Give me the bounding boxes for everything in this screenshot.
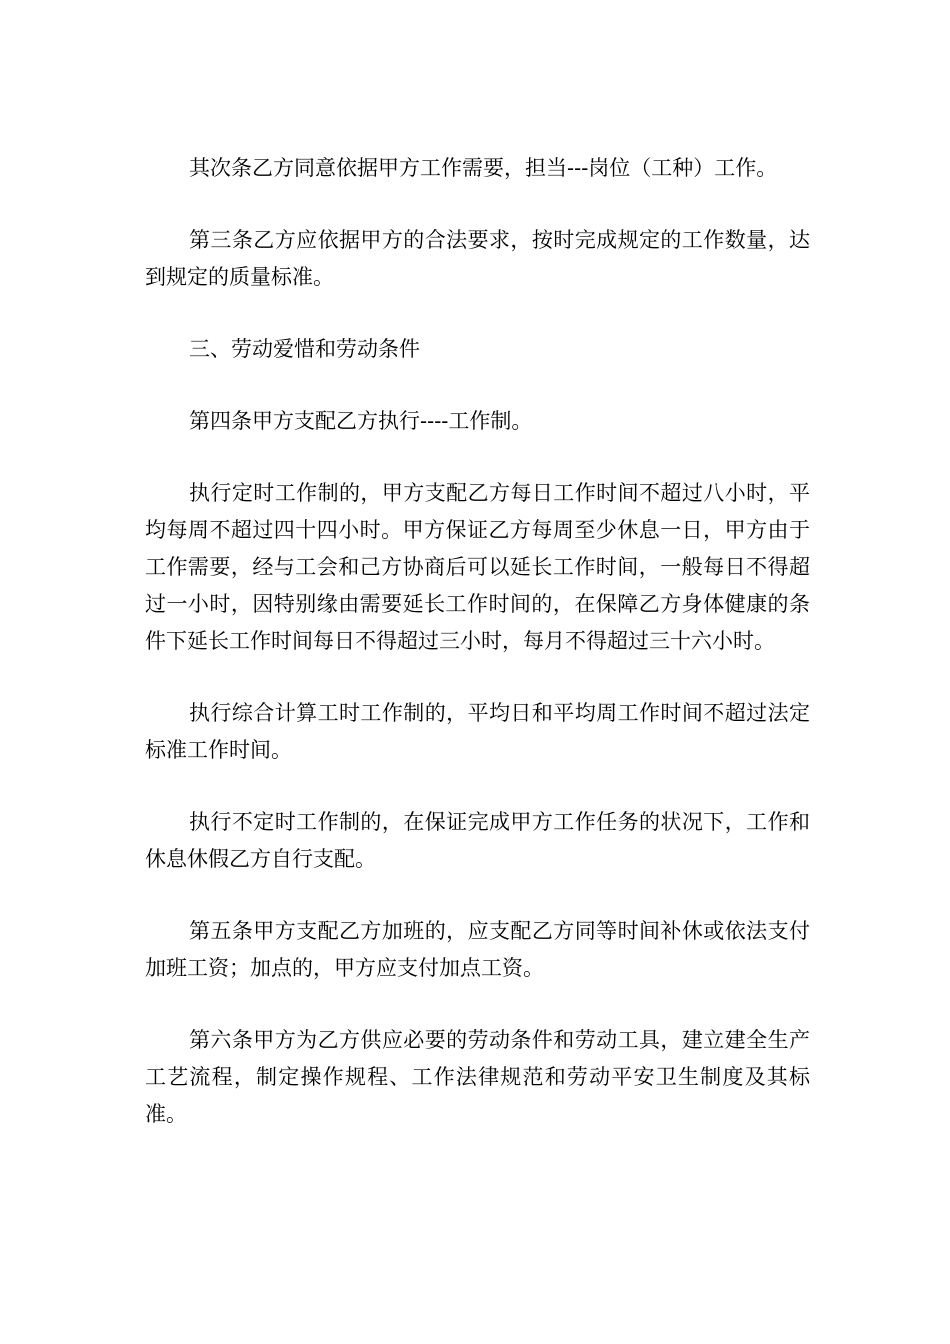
paragraph-flexible-hours: 执行不定时工作制的，在保证完成甲方工作任务的状况下，工作和休息休假乙方自行支配。: [145, 810, 810, 871]
paragraph-standard-hours: 执行定时工作制的，甲方支配乙方每日工作时间不超过八小时，平均每周不超过四十四小时。甲方保证乙方每周至少休息一日，甲方由于工作需要，经与工会和己方协商后可以延长工作时间，一般每日不得超过一小时，因特别缘由需要延长工作时间的，在保障乙方身体健康的条件下延长工作时间每日不得超过三小时，每月不得超过三十六小时。: [145, 481, 810, 653]
paragraph-article-3: 第三条乙方应依据甲方的合法要求，按时完成规定的工作数量，达到规定的质量标准。: [145, 228, 810, 289]
document-body: [145, 150, 810, 1168]
section-heading-labor-protection: 三、劳动爱惜和劳动条件: [189, 337, 420, 361]
paragraph-article-5: 第五条甲方支配乙方加班的，应支配乙方同等时间补休或依法支付加班工资；加点的，甲方应支付加点工资。: [145, 919, 810, 980]
paragraph-article-4: 第四条甲方支配乙方执行----工作制。: [189, 409, 533, 433]
paragraph-comprehensive-hours: 执行综合计算工时工作制的，平均日和平均周工作时间不超过法定标准工作时间。: [145, 701, 810, 762]
paragraph-article-2: 其次条乙方同意依据甲方工作需要，担当---岗位（工种）工作。: [189, 156, 778, 180]
paragraph-article-6: 第六条甲方为乙方供应必要的劳动条件和劳动工具，建立建全生产工艺流程，制定操作规程、工作法律规范和劳动平安卫生制度及其标准。: [145, 1028, 810, 1126]
